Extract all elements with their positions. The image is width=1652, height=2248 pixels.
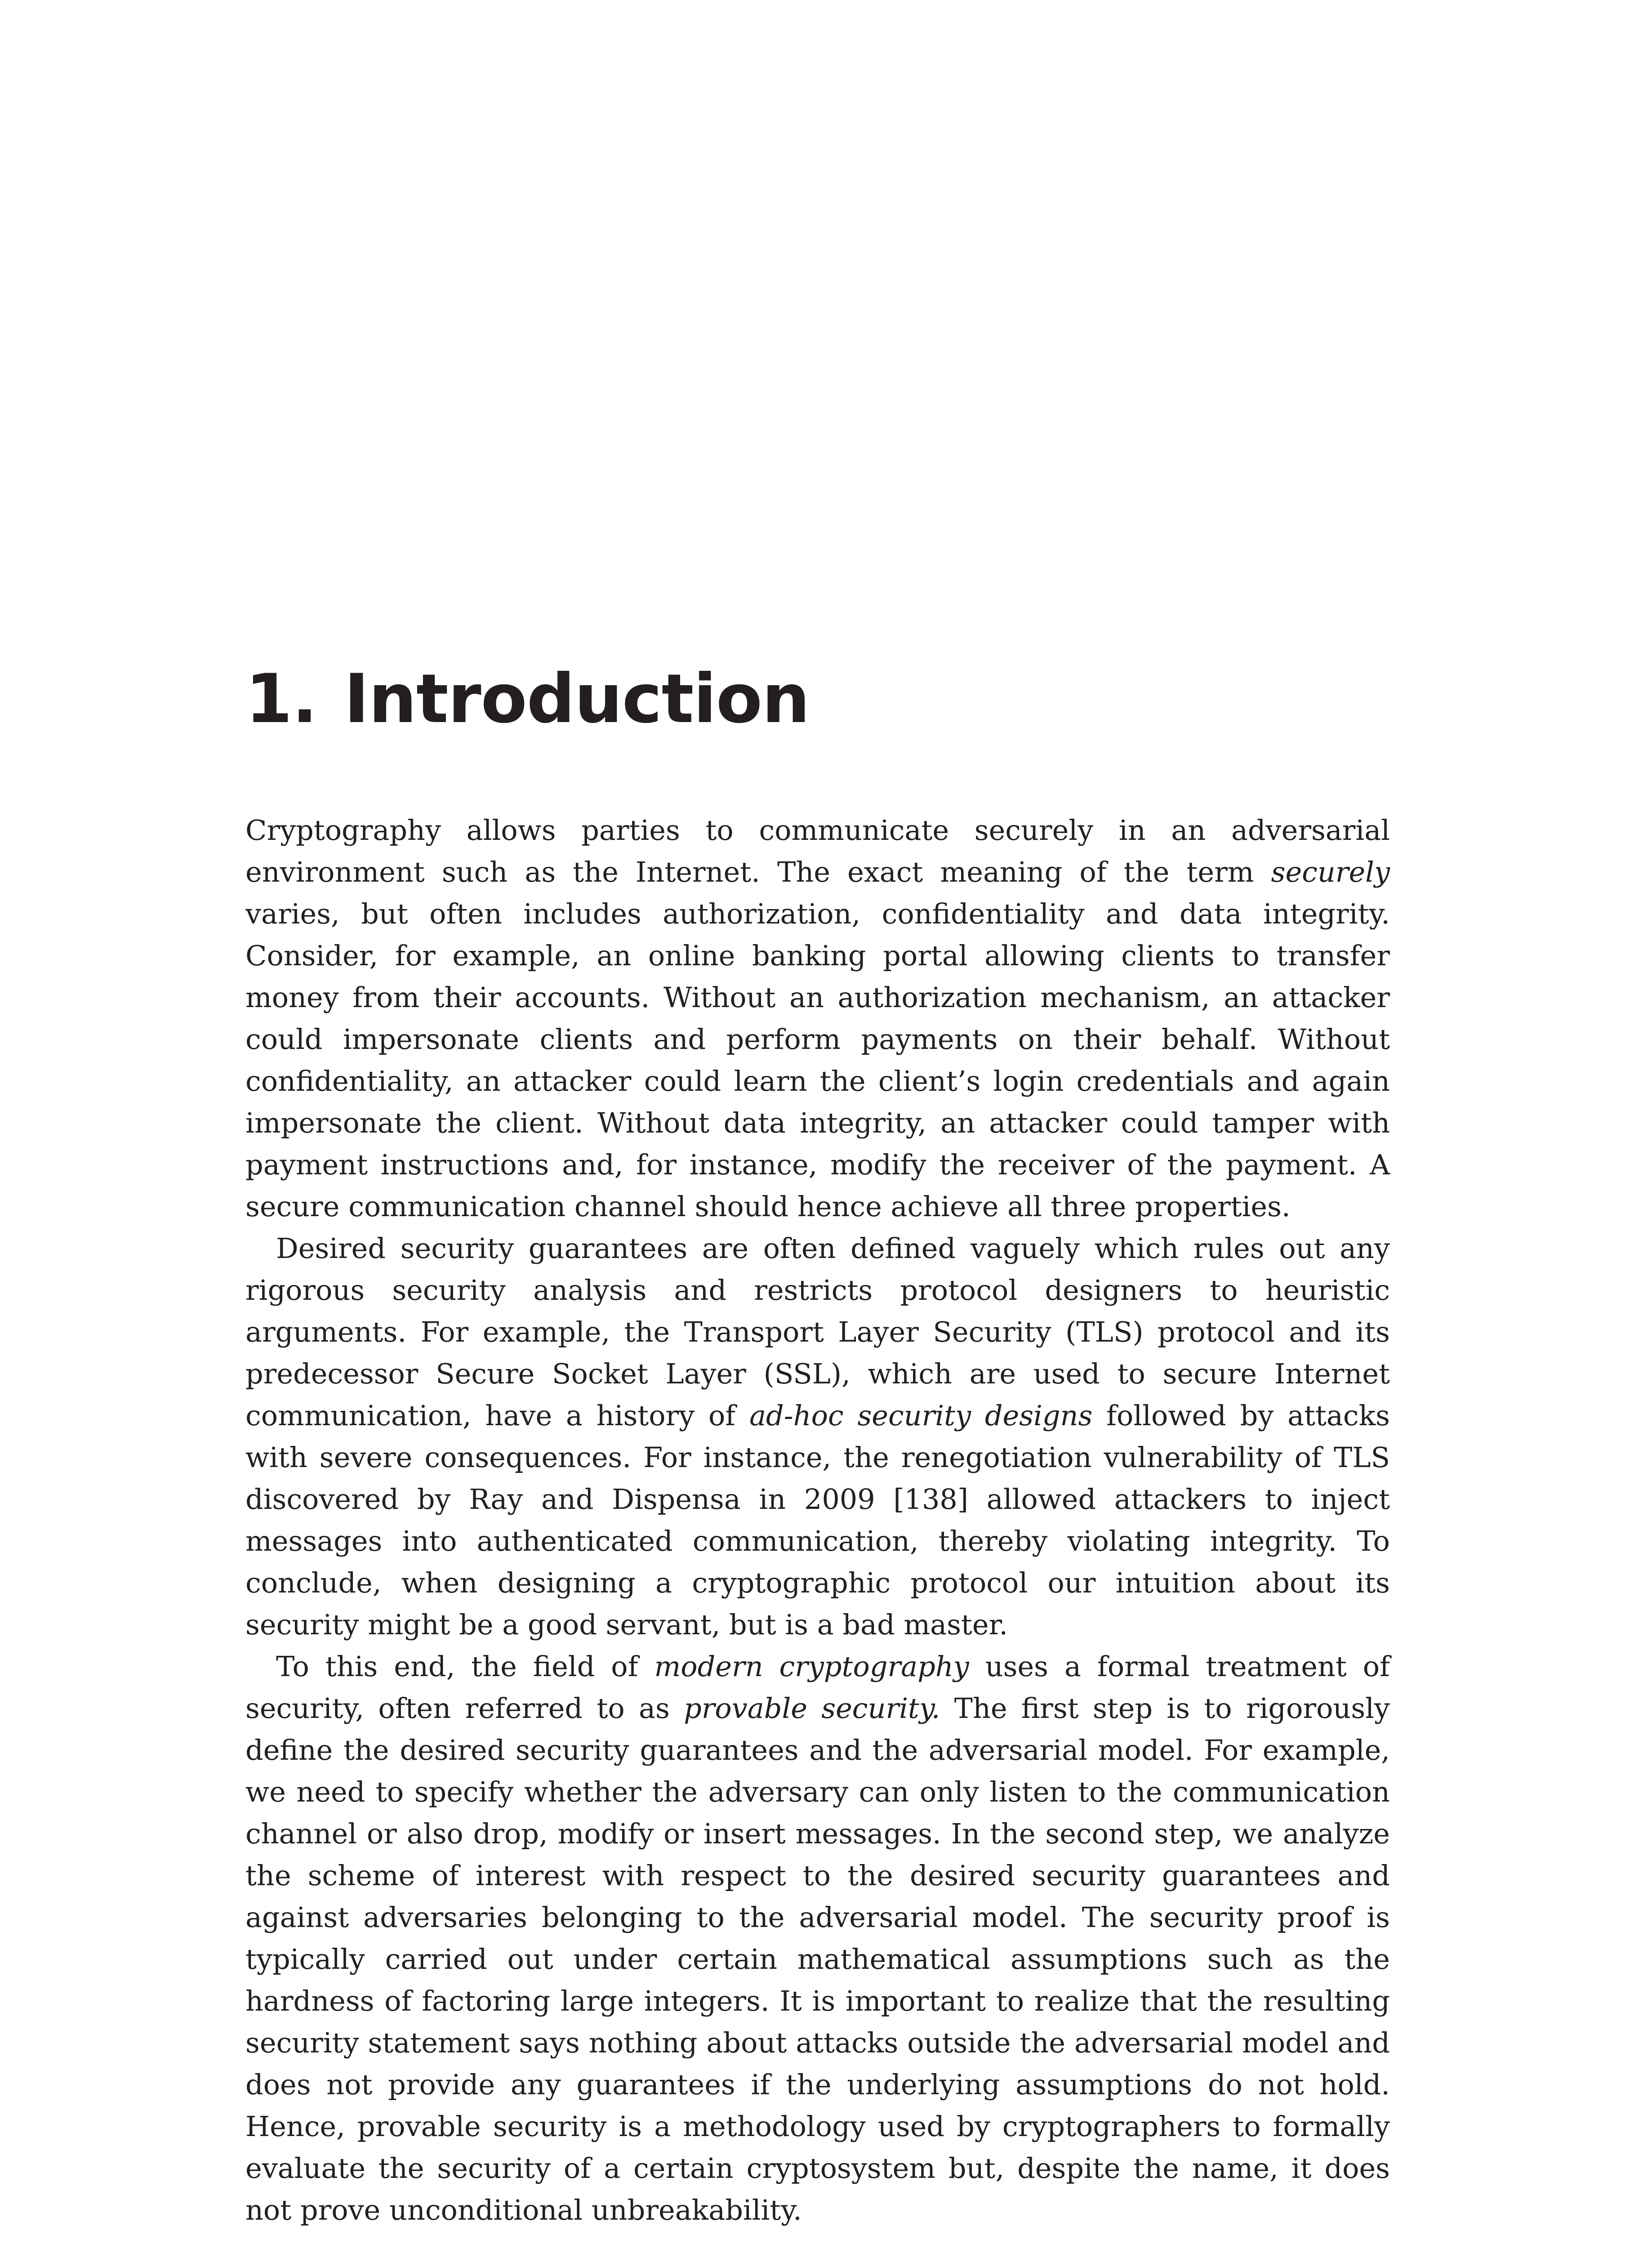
italic-term: provable security. — [684, 1692, 940, 1725]
text-segment: Cryptography allows parties to communicate securely in an adversarial environment such as the Internet. The exact meaning of the term — [245, 814, 1390, 888]
chapter-title: Introduction — [344, 660, 810, 738]
italic-term: modern cryptography — [654, 1650, 969, 1683]
chapter-number: 1. — [245, 660, 317, 738]
italic-term: ad-hoc security designs — [749, 1399, 1093, 1432]
paragraph — [245, 1227, 1390, 1646]
text-segment: followed by attacks with severe consequences. For instance, the renegotiation vulnerability of TLS discovered by Ray and Dispensa in 2009 [138] allowed attackers to inject messages into authenticated communication, thereby violating integrity. To conclude, when designing a cryptographic protocol our intuition about its security might be a good servant, but is a bad master. — [245, 1399, 1390, 1641]
italic-term: securely — [1271, 856, 1390, 888]
text-segment: uses a formal treatment of security, often referred to as — [245, 1650, 1390, 1725]
text-segment: The first step is to rigorously define the desired security guarantees and the adversarial model. For example, we need to specify whether the adversary can only listen to the communication channel or also drop, modify or insert messages. In the second step, we analyze the scheme of interest with respect to the desired security guarantees and against adversaries belonging to the adversarial model. The security proof is typically carried out under certain mathematical assumptions such as the hardness of factoring large integers. It is important to realize that the resulting security statement says nothing about attacks outside the adversarial model and does not provide any guarantees if the underlying assumptions do not hold. Hence, provable security is a methodology used by cryptographers to formally evaluate the security of a certain cryptosystem but, despite the name, it does not prove unconditional unbreakability. — [245, 1692, 1390, 2226]
text-segment: varies, but often includes authorization, confidentiality and data integrity. Consider, for example, an online banking portal allowing clients to transfer money from their accounts. Without an authorization mechanism, an attacker could impersonate clients and perform payments on their behalf. Without confidentiality, an attacker could learn the client’s login credentials and again impersonate the client. Without data integrity, an attacker could tamper with payment instructions and, for instance, modify the receiver of the payment. A secure communication channel should hence achieve all three properties. — [245, 897, 1390, 1223]
text-segment: Desired security guarantees are often defined vaguely which rules out any rigorous security analysis and restricts protocol designers to heuristic arguments. For example, the Transport Layer Security (TLS) protocol and its predecessor Secure Socket Layer (SSL), which are used to secure Internet communication, have a history of — [245, 1232, 1390, 1432]
chapter-heading — [245, 660, 810, 738]
text-segment: To this end, the field of — [276, 1650, 655, 1683]
paragraph — [245, 809, 1390, 1227]
body-text — [245, 809, 1390, 2231]
paragraph — [245, 1646, 1390, 2231]
